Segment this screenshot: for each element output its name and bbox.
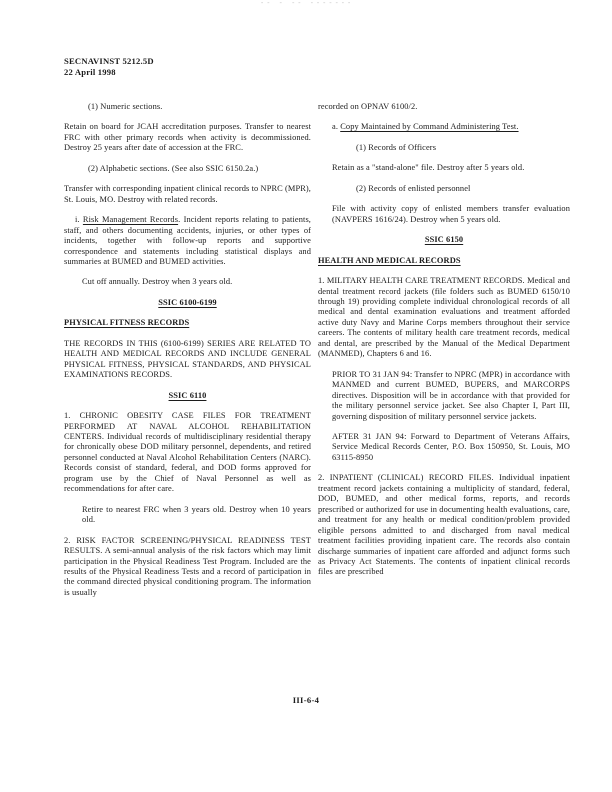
note-file-with-activity-copy: File with activity copy of enlisted members transfer evaluation (NAVPERS 1616/24). Destroy when 5 years old. xyxy=(332,204,570,224)
note-cut-off: Cut off annually. Destroy when 3 years old. xyxy=(82,277,233,287)
para-chronic-obesity: 1. CHRONIC OBESITY CASE FILES FOR TREATMENT PERFORMED AT NAVAL ALCOHOL REHABILITATION CENTERS. Individual records of multidisciplinary residential therapy for chronically obese DOD military personnel, dependents, and retired personnel conducted at Naval Alcohol Rehabilitation Centers (NARC). Records consist of standard, federal, and DOD forms approved for program use by the Chief of Naval Personnel as well as recommendations for after care. xyxy=(64,411,311,494)
para-transfer-nprc: Transfer with corresponding inpatient clinical records to NPRC (MPR), St. Louis, MO. Destroy with related records. xyxy=(64,184,311,204)
para-inpatient-clinical-records: 2. INPATIENT (CLINICAL) RECORD FILES. Individual inpatient treatment record jackets containing a multiplicity of standard, federal, DOD, BUMED, and other medical forms, reports, and records prescribed or authorized for use in documenting health evaluations, care, and treatment for any health or medical condition/problem provided eligible persons admitted to and discharged from naval medical treatment facilities providing inpatient care. The records also contain discharge summaries of inpatient care afforded and adjunct forms such as Privacy Act Statements. The contents of inpatient clinical records files are prescribed xyxy=(318,473,570,577)
document-header xyxy=(64,56,154,78)
scan-artifact: -- - -- ------- xyxy=(260,0,354,7)
note-prior-31-jan-94: PRIOR TO 31 JAN 94: Transfer to NPRC (MPR) in accordance with MANMED and current BUMED, BUPERS, and MARCORPS directives. Disposition will be in accordance with that provided for the military personnel service jacket. See also Chapter I, Part III, governing disposition of military personnel service jackets. xyxy=(332,369,570,421)
item-alphabetic-sections: (2) Alphabetic sections. (See also SSIC 6150.2a.) xyxy=(88,163,259,173)
heading-ssic-6150: SSIC 6150 xyxy=(424,235,464,245)
heading-physical-fitness-records: PHYSICAL FITNESS RECORDS xyxy=(64,318,190,328)
note-retire-frc: Retire to nearest FRC when 3 years old. Destroy when 10 years old. xyxy=(82,504,311,525)
heading-ssic-6100-6199: SSIC 6100-6199 xyxy=(158,297,217,307)
para-risk-management xyxy=(64,215,311,267)
para-series-description: THE RECORDS IN THIS (6100-6199) SERIES ARE RELATED TO HEALTH AND MEDICAL RECORDS AND INCLUDE GENERAL PHYSICAL FITNESS, PHYSICAL STANDARDS, AND PHYSICAL EXAMINATIONS RECORDS. xyxy=(64,338,311,380)
page-number: III-6-4 xyxy=(292,695,320,705)
para-military-health-care: 1. MILITARY HEALTH CARE TREATMENT RECORDS. Medical and dental treatment record jackets (file folders such as BUMED 6150/10 through 19) providing complete individual chronological records of all medical and dental examination evaluations and treatment afforded active duty Navy and Marine Corps members throughout their service careers. The contents of military health care treatment records, medical and dental, are prescribed by the Manual of the Medical Department (MANMED), Chapters 6 and 16. xyxy=(318,276,570,359)
item-numeric-sections: (1) Numeric sections. xyxy=(88,102,163,111)
heading-health-medical-records: HEALTH AND MEDICAL RECORDS xyxy=(318,255,461,265)
risk-management-lead: i. xyxy=(75,215,83,225)
para-retain-jcah: Retain on board for JCAH accreditation purposes. Transfer to nearest FRC with other primary records when activity is decommissioned. Destroy 25 years after date of accession at the FRC. xyxy=(64,122,311,153)
para-recorded-opnav: recorded on OPNAV 6100/2. xyxy=(318,102,418,111)
copy-maintained-lead: a. xyxy=(332,122,341,132)
copy-maintained-title: Copy Maintained by Command Administering Test. xyxy=(340,122,519,132)
right-column xyxy=(318,102,570,578)
item-copy-maintained xyxy=(318,122,570,132)
instruction-number: SECNAVINST 5212.5D xyxy=(64,56,154,66)
risk-management-body: . Incident reports relating to patients, staff, and others documenting accidents, injuries, or other types of incidents, together with follow-up reports and supportive correspondence and statements including statistical displays and summaries at BUMED and BUMED activities. xyxy=(64,215,311,266)
left-column xyxy=(64,102,311,598)
heading-ssic-6110: SSIC 6110 xyxy=(168,390,207,400)
risk-management-title: Risk Management Records xyxy=(82,215,179,225)
item-records-of-enlisted: (2) Records of enlisted personnel xyxy=(356,183,471,193)
instruction-date: 22 April 1998 xyxy=(64,67,116,77)
item-records-of-officers: (1) Records of Officers xyxy=(356,142,437,152)
note-after-31-jan-94: AFTER 31 JAN 94: Forward to Department of Veterans Affairs, Service Medical Records Center, P.O. Box 150950, St. Louis, MO 63115-8950 xyxy=(332,431,570,462)
note-stand-alone-file: Retain as a "stand-alone" file. Destroy after 5 years old. xyxy=(332,163,525,173)
para-risk-factor-screening: 2. RISK FACTOR SCREENING/PHYSICAL READINESS TEST RESULTS. A semi-annual analysis of the risk factors which may limit participation in the Physical Readiness Test Program. Included are the results of the Physical Readiness Tests and a record of participation in the command directed physical conditioning program. The information is usually xyxy=(64,535,311,597)
